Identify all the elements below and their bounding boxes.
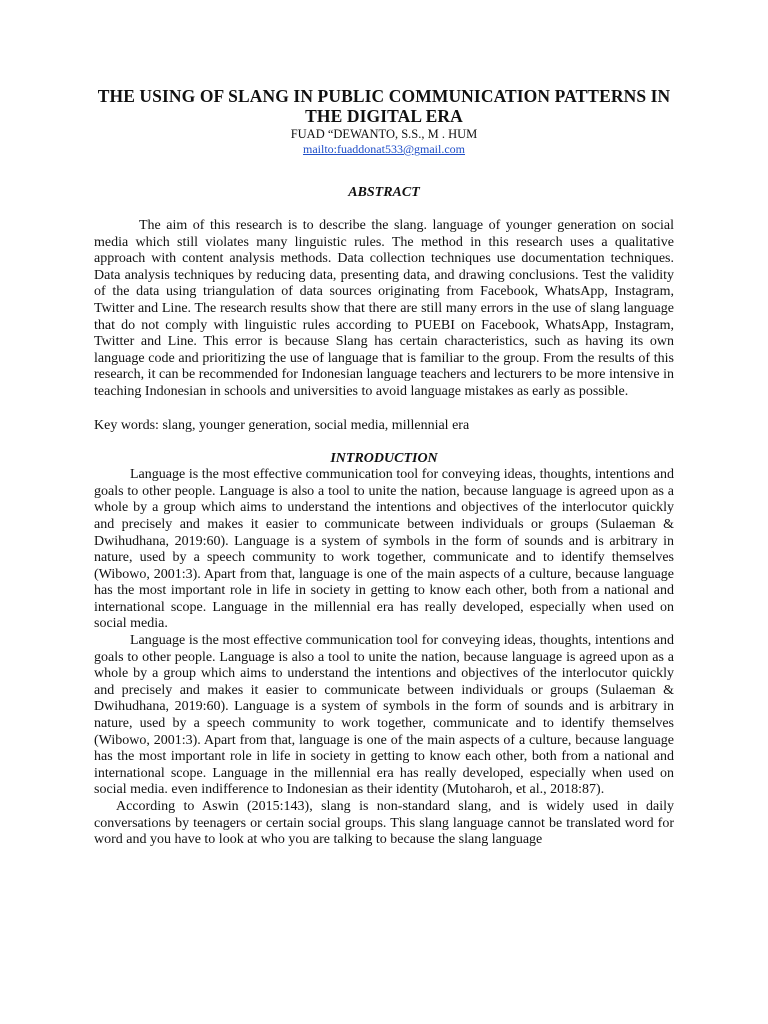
intro-paragraph-3: According to Aswin (2015:143), slang is non-standard slang, and is widely used in daily conversations by teenagers or certain social groups. This slang language cannot be translated word for word and you have to look at who you are talking to because the slang language bbox=[94, 799, 674, 848]
paper-title: THE USING OF SLANG IN PUBLIC COMMUNICATION PATTERNS IN THE DIGITAL ERA bbox=[97, 86, 671, 126]
abstract-text: The aim of this research is to describe the slang. language of younger generation on social media which still violates many linguistic rules. The method in this research uses a qualitative approach with content analysis methods. Data collection techniques use documentation techniques. Data analysis techniques by reducing data, presenting data, and drawing conclusions. Test the validity of the data using triangulation of data sources originating from Facebook, WhatsApp, Instagram, Twitter and Line. The research results show that there are still many errors in the use of slang language that do not comply with linguistic rules according to PUEBI on Facebook, WhatsApp, Instagram, Twitter and Line. This error is because Slang has certain characteristics, such as having its own language code and prioritizing the use of language that is familiar to the group. From the results of this research, it can be recommended for Indonesian language teachers and lecturers to be more intensive in teaching Indonesian in schools and universities to avoid language mistakes as early as possible. bbox=[94, 218, 674, 399]
intro-paragraph-1: Language is the most effective communication tool for conveying ideas, thoughts, intentions and goals to other people. Language is also a tool to unite the nation, because language is agreed upon as a whole by a group which aims to understand the intentions and objectives of the interlocutor quickly and precisely and makes it easier to communicate between individuals or groups (Sulaeman & Dwihudhana, 2019:60). Language is a system of symbols in the form of sounds and is arbitrary in nature, used by a speech community to work together, communicate and to identify themselves (Wibowo, 2001:3). Apart from that, language is one of the main aspects of a culture, because language has the most important role in life in society in getting to know each other, both from a national and international scope. Language in the millennial era has really developed, especially when used on social media. bbox=[94, 467, 674, 632]
page-content bbox=[94, 86, 674, 849]
introduction-heading: INTRODUCTION bbox=[330, 451, 438, 467]
email-link[interactable]: mailto:fuaddonat533@gmail.com bbox=[302, 142, 466, 156]
author-name: FUAD “DEWANTO, S.S., M . HUM bbox=[290, 127, 478, 141]
keywords-line: Key words: slang, younger generation, social media, millennial era bbox=[94, 417, 470, 433]
intro-paragraph-2: Language is the most effective communication tool for conveying ideas, thoughts, intentions and goals to other people. Language is also a tool to unite the nation, because language is agreed upon as a whole by a group which aims to understand the intentions and objectives of the interlocutor quickly and precisely and makes it easier to communicate between individuals or groups (Sulaeman & Dwihudhana, 2019:60). Language is a system of symbols in the form of sounds and is arbitrary in nature, used by a speech community to work together, communicate and to identify themselves (Wibowo, 2001:3). Apart from that, language is one of the main aspects of a culture, because language has the most important role in life in society in getting to know each other, both from a national and international scope. Language in the millennial era has really developed, especially when used on social media. even indifference to Indonesian as their identity (Mutoharoh, et al., 2018:87). bbox=[94, 633, 674, 798]
author-email bbox=[94, 142, 674, 156]
abstract-heading: ABSTRACT bbox=[348, 185, 420, 200]
